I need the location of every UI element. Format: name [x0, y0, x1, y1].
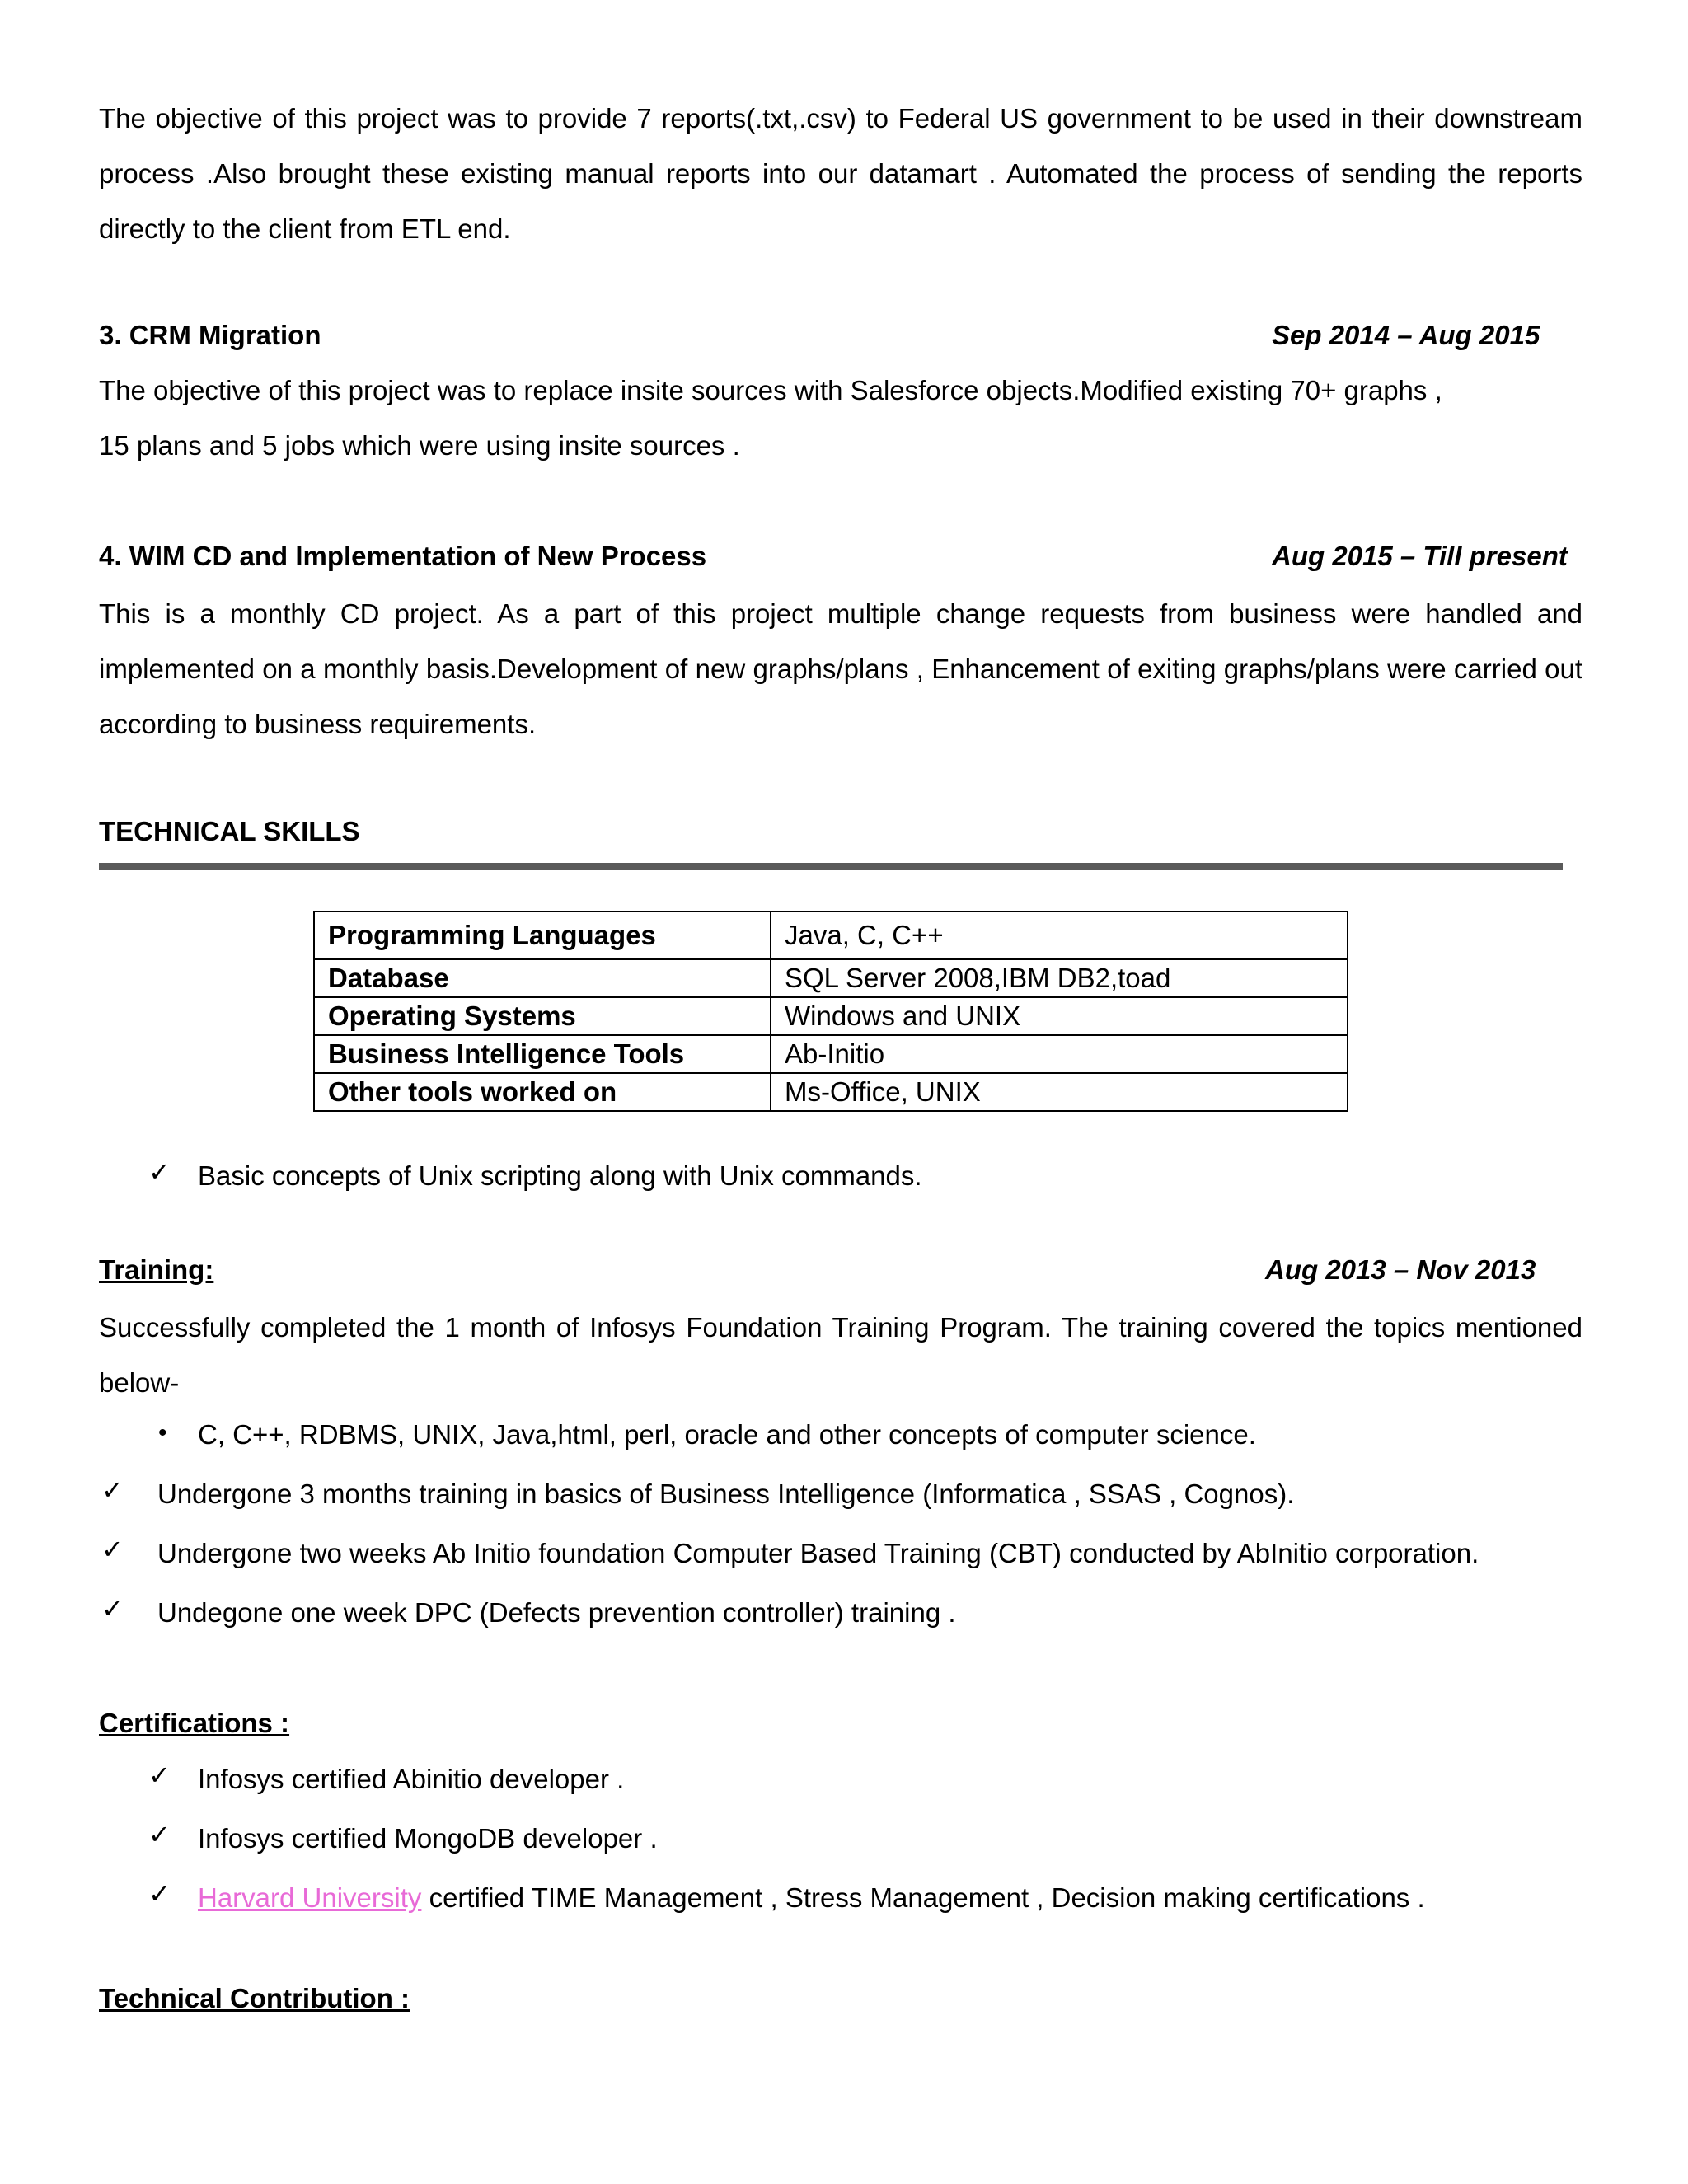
section-divider: [99, 863, 1563, 870]
certification-item: Infosys certified Abinitio developer .: [198, 1764, 625, 1794]
project-4-title: 4. WIM CD and Implementation of New Process: [99, 541, 707, 571]
skill-category: Operating Systems: [314, 997, 771, 1035]
project-3-date: Sep 2014 – Aug 2015: [1272, 320, 1540, 350]
table-row: [314, 1035, 1348, 1073]
bullet-icon: •: [158, 1419, 167, 1446]
skill-category: Programming Languages: [314, 912, 771, 959]
training-item: Undergone two weeks Ab Initio foundation Computer Based Training (CBT) conducted by AbInitio corporation.: [157, 1538, 1479, 1568]
technical-contribution-heading: Technical Contribution :: [99, 1983, 410, 2013]
skill-category: Other tools worked on: [314, 1073, 771, 1111]
skill-category: Database: [314, 959, 771, 997]
project-3-line-1: The objective of this project was to replace insite sources with Salesforce objects.Modified existing 70+ graphs ,: [99, 375, 1442, 405]
project-4-date: Aug 2015 – Till present: [1272, 541, 1568, 571]
check-icon: ✓: [148, 1879, 171, 1909]
check-icon: ✓: [148, 1760, 171, 1790]
training-heading: Training:: [99, 1254, 214, 1285]
harvard-university-link[interactable]: Harvard University: [198, 1882, 422, 1913]
check-icon: ✓: [148, 1820, 171, 1849]
certifications-heading: Certifications :: [99, 1708, 290, 1738]
training-topics: C, C++, RDBMS, UNIX, Java,html, perl, oracle and other concepts of computer science.: [198, 1419, 1256, 1450]
technical-skills-heading: TECHNICAL SKILLS: [99, 816, 360, 846]
skills-table: [313, 911, 1348, 1112]
intro-paragraph: The objective of this project was to provide 7 reports(.txt,.csv) to Federal US government to be used in their downstream process .Also brought these existing manual reports into our datamart . Automated the process of sending the reports directly to the client from ETL end.: [99, 103, 1582, 244]
certification-text: certified TIME Management , Stress Management , Decision making certifications .: [421, 1882, 1425, 1913]
skill-value: Ab-Initio: [771, 1035, 1348, 1073]
table-row: [314, 997, 1348, 1035]
skills-note: Basic concepts of Unix scripting along with Unix commands.: [198, 1160, 922, 1191]
training-item: Undegone one week DPC (Defects prevention controller) training .: [157, 1597, 956, 1628]
skill-category: Business Intelligence Tools: [314, 1035, 771, 1073]
check-icon: ✓: [101, 1475, 124, 1505]
check-icon: ✓: [101, 1535, 124, 1564]
project-3-line-2: 15 plans and 5 jobs which were using insite sources .: [99, 430, 740, 461]
table-row: [314, 912, 1348, 959]
table-row: [314, 1073, 1348, 1111]
certification-item: Infosys certified MongoDB developer .: [198, 1823, 658, 1854]
project-4-description: This is a monthly CD project. As a part of this project multiple change requests from business were handled and implemented on a monthly basis.Development of new graphs/plans , Enhancement of exiting graphs/plans were carried out according to business requirements.: [99, 598, 1582, 739]
check-icon: ✓: [148, 1157, 171, 1187]
table-row: [314, 959, 1348, 997]
training-date: Aug 2013 – Nov 2013: [1265, 1254, 1536, 1285]
training-description: Successfully completed the 1 month of Infosys Foundation Training Program. The training covered the topics mentioned below-: [99, 1312, 1582, 1398]
check-icon: ✓: [101, 1594, 124, 1624]
skill-value: SQL Server 2008,IBM DB2,toad: [771, 959, 1348, 997]
skill-value: Java, C, C++: [771, 912, 1348, 959]
training-item: Undergone 3 months training in basics of Business Intelligence (Informatica , SSAS , Cognos).: [157, 1479, 1295, 1509]
skill-value: Ms-Office, UNIX: [771, 1073, 1348, 1111]
certification-item-harvard: [198, 1882, 1425, 1914]
project-3-title: 3. CRM Migration: [99, 320, 321, 350]
skill-value: Windows and UNIX: [771, 997, 1348, 1035]
